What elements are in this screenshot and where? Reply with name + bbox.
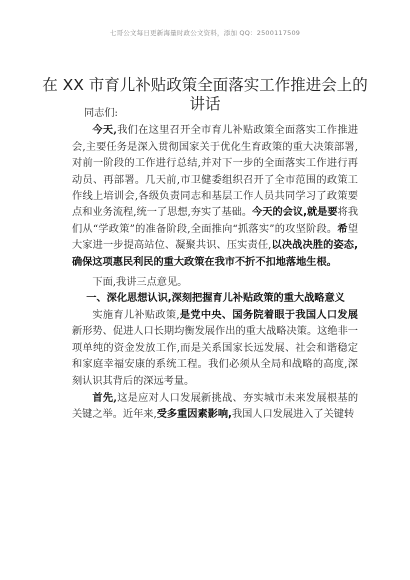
paragraph-intro-lead: 今天, (92, 124, 117, 137)
section-heading-1: 一、深化思想认识,深刻把握育儿补贴政策的重大战略意义 (86, 293, 345, 305)
paragraph-first-point-lead: 首先, (92, 391, 117, 404)
paragraph-first-point-text-2: 我国人口发展进入了关键转 (231, 409, 355, 421)
paragraph-intro-text-1: 我们在这里召开全市育儿补贴政策全面落实工作推进会,主要任务是深入贯彻国家关于优化生育政策的重大决策部署,对前一阶段的工作进行总结,并对下一步的全面落实工作进行再动员、再部署。几天前,市卫健委组织召开了全市范围的政策工作线上培训会,各级负责同志和基层工作人员共同学习了政策要点和业务流程,统一了思想,夯实了基础。 (72, 125, 359, 219)
paragraph-section-1-text-2: 新形势、促进人口长期均衡发展作出的重大战略决策。这绝非一项单纯的资金发放工作,而是关系国家长远发展、社会和谐稳定和家庭幸福安康的系统工程。我们必须从全局和战略的高度,深刻认识其背后的深远考量。 (72, 326, 358, 387)
paragraph-section-1 (72, 308, 358, 390)
paragraph-first-point-text-1: 这是应对人口发展新挑战、夯实城市未来发展根基的关键之举。近年来, (72, 392, 359, 421)
paragraph-intro-bold-3: 以决战决胜的姿态,确保这项惠民利民的重大政策在我市不折不扣地落地生根。 (72, 240, 358, 268)
document-title: 在 XX 市育儿补贴政策全面落实工作推进会上的讲话 (42, 76, 368, 114)
paragraph-intro-text-3: 望大家进一步提高站位、凝聚共识、压实责任, (72, 223, 358, 252)
paragraph-section-1-text-1: 实施育儿补贴政策, (92, 309, 180, 321)
document-body (72, 106, 358, 424)
paragraph-intro (72, 122, 358, 271)
paragraph-first-point-bold: 受多重因素影响, (156, 409, 232, 421)
salutation: 同志们: (84, 108, 118, 119)
paragraph-intro-text-2: 将我们从“学政策”的准备阶段,全面推向“抓落实”的攻坚阶段。 (72, 207, 359, 235)
paragraph-intro-bold-1: 今天的会议,就是要 (252, 207, 338, 219)
header-watermark: 七哥公文每日更新海量时政公文资料，添加 QQ：2500117509 (109, 29, 301, 37)
paragraph-section-1-bold-1: 是党中央、国务院着眼于我国人口发展 (179, 309, 358, 321)
paragraph-outline: 下面,我讲三点意见。 (92, 277, 188, 289)
paragraph-intro-bold-2: 希 (337, 223, 348, 235)
paragraph-first-point (72, 390, 358, 424)
